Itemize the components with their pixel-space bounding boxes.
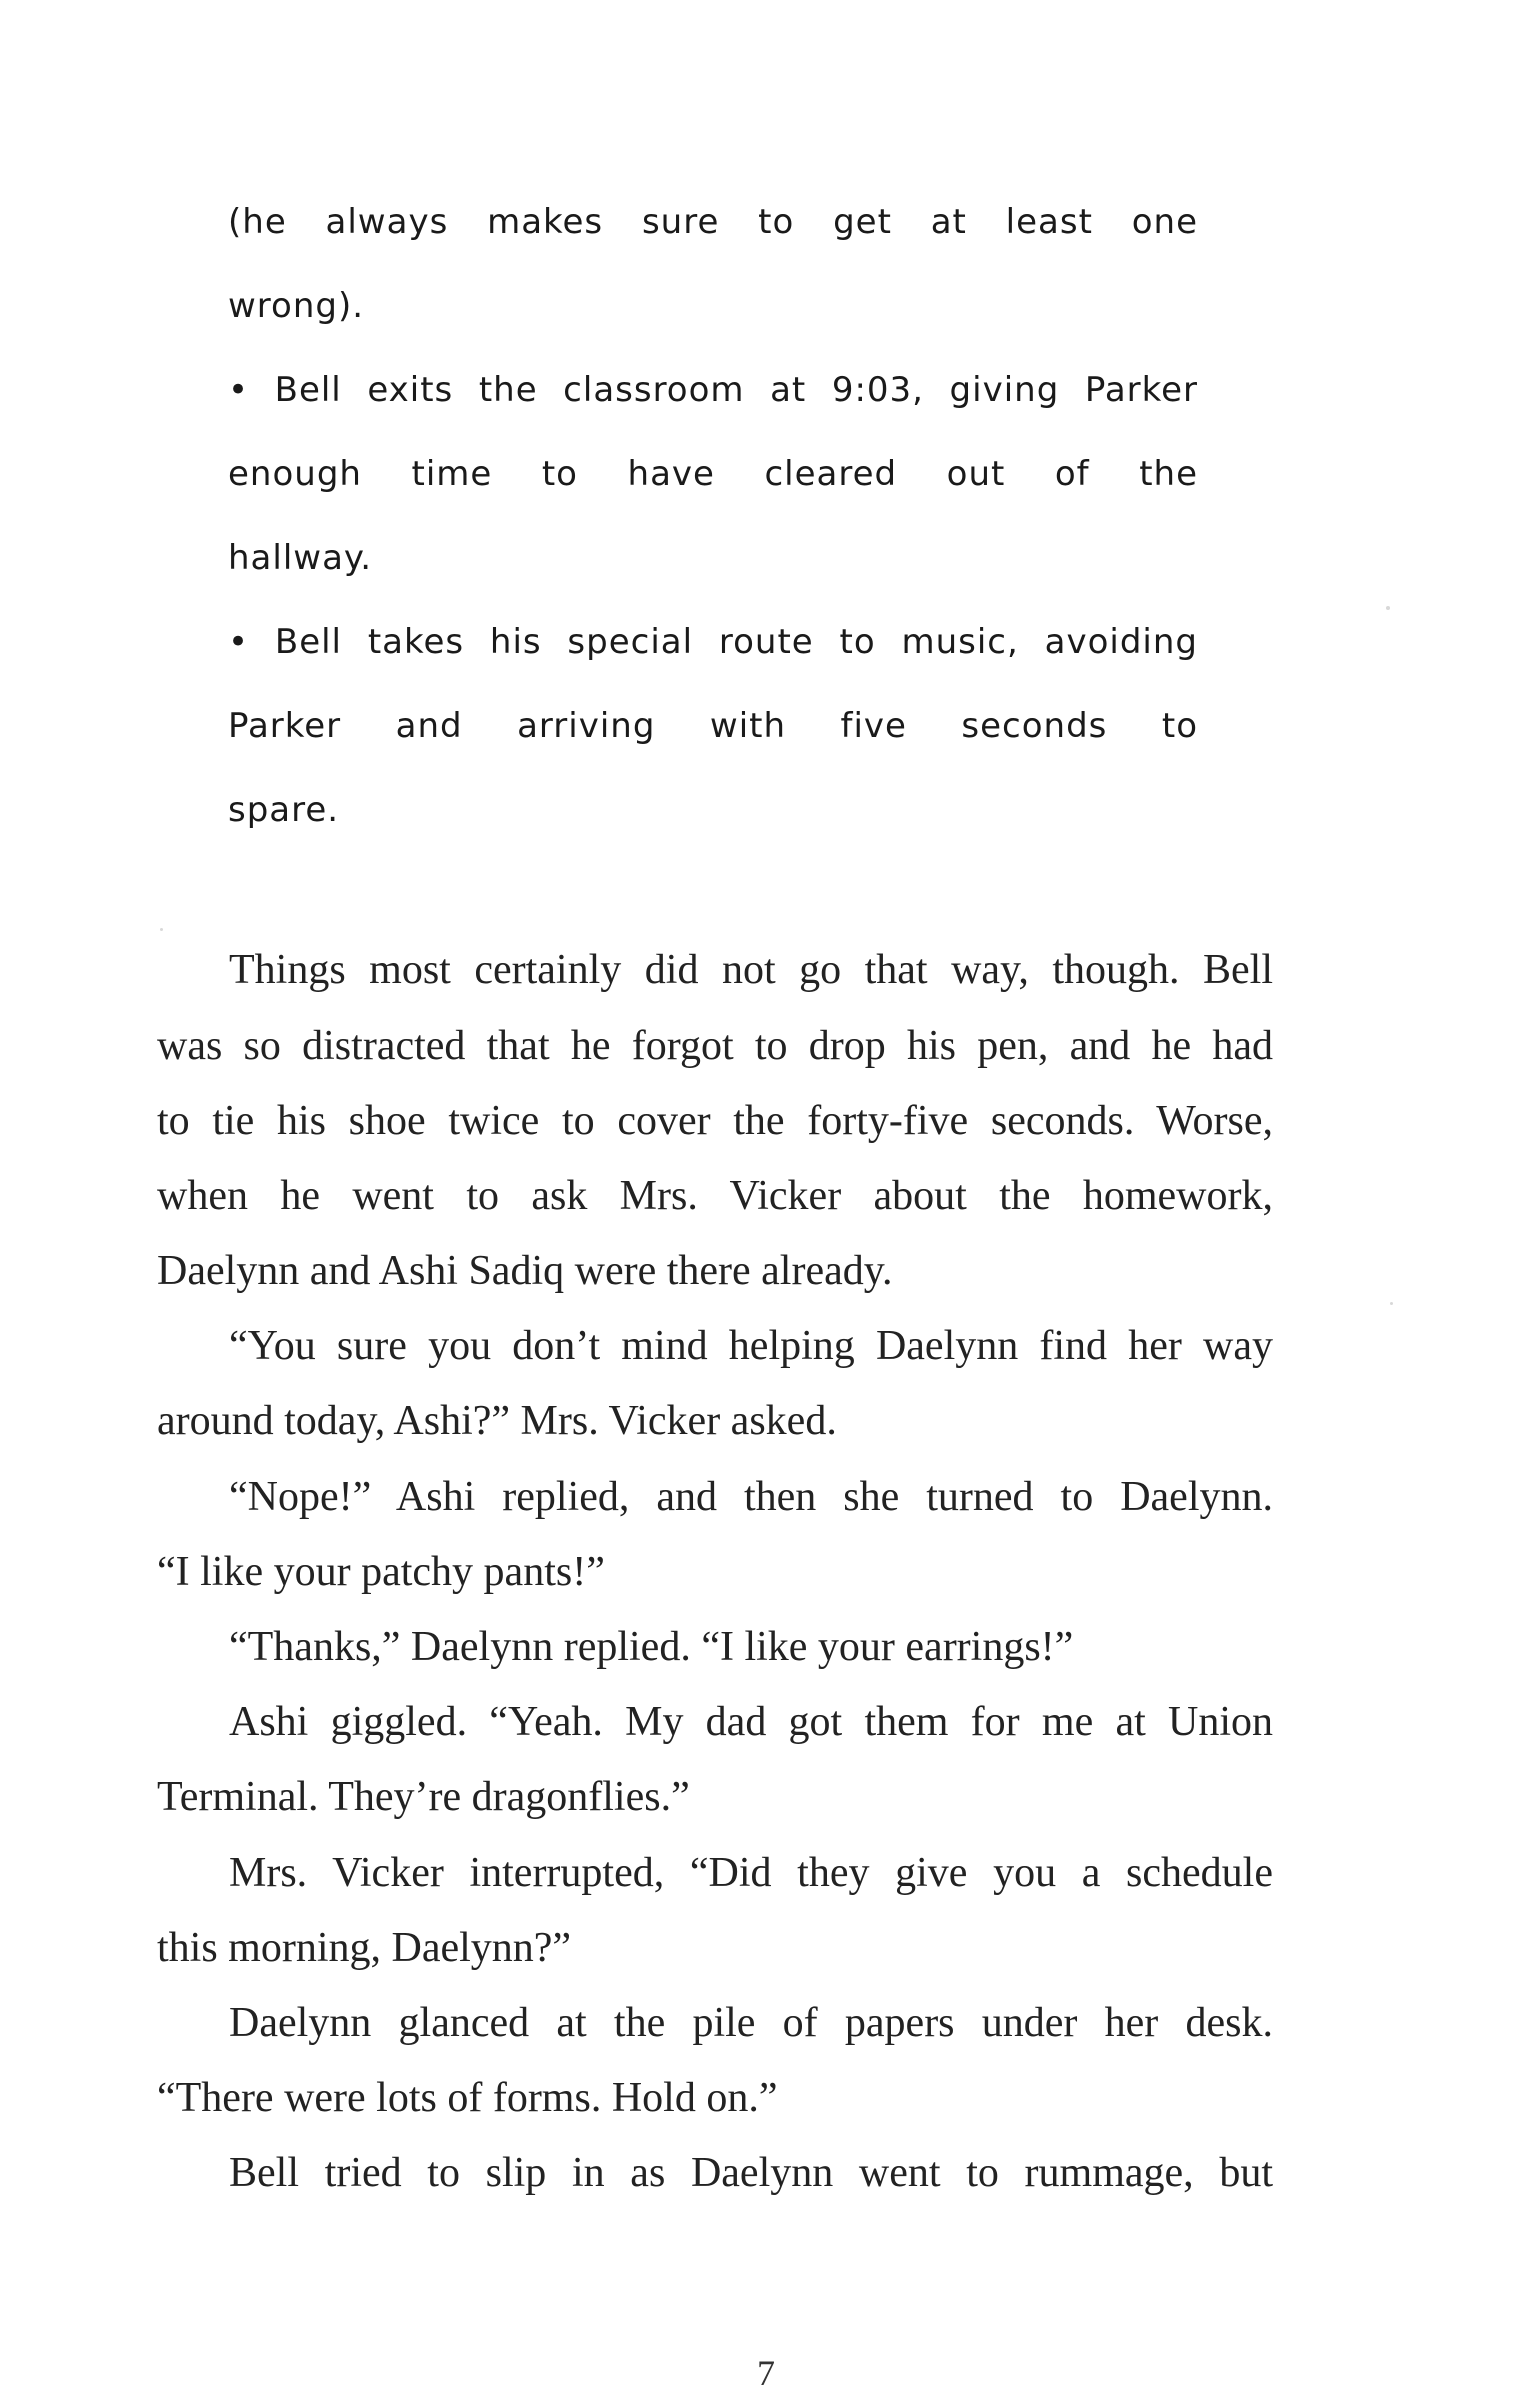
prose-line: “You sure you don’t mind helping Daelynn find her way [229,1323,1273,1369]
prose-line: this morning, Daelynn?” [157,1925,572,1971]
prose-line: around today, Ashi?” Mrs. Vicker asked. [157,1398,837,1444]
handwritten-line: Parker and arriving with five seconds to [228,706,1198,746]
prose-line: Things most certainly did not go that way, though. Bell [229,947,1273,993]
prose-line: to tie his shoe twice to cover the forty-five seconds. Worse, [157,1098,1273,1144]
prose-line: Bell tried to slip in as Daelynn went to rummage, but [229,2150,1273,2196]
handwritten-line: wrong). [228,286,365,326]
prose-line: Ashi giggled. “Yeah. My dad got them for me at Union [229,1699,1273,1745]
prose-line: Daelynn glanced at the pile of papers under her desk. [229,2000,1273,2046]
prose-line: “Nope!” Ashi replied, and then she turned to Daelynn. [229,1474,1273,1520]
prose-line: Mrs. Vicker interrupted, “Did they give you a schedule [229,1850,1273,1896]
page-number: 7 [757,2353,775,2393]
handwritten-line: • Bell takes his special route to music, avoiding [228,622,1198,662]
prose-line: was so distracted that he forgot to drop his pen, and he had [157,1023,1273,1069]
handwritten-line: (he always makes sure to get at least one [228,202,1198,242]
prose-line: “I like your patchy pants!” [157,1549,605,1595]
prose-line: when he went to ask Mrs. Vicker about the homework, [157,1173,1273,1219]
handwritten-line: enough time to have cleared out of the [228,454,1198,494]
prose-line: Daelynn and Ashi Sadiq were there already. [157,1248,893,1294]
handwritten-line: spare. [228,790,340,830]
prose-line: “Thanks,” Daelynn replied. “I like your earrings!” [229,1624,1074,1670]
prose-line: Terminal. They’re dragonflies.” [157,1774,690,1820]
scan-speck [1386,606,1390,610]
handwritten-line: hallway. [228,538,372,578]
scan-speck [160,928,163,931]
prose-line: “There were lots of forms. Hold on.” [157,2075,778,2121]
handwritten-line: • Bell exits the classroom at 9:03, giving Parker [228,370,1198,410]
scan-speck [1390,1302,1393,1305]
